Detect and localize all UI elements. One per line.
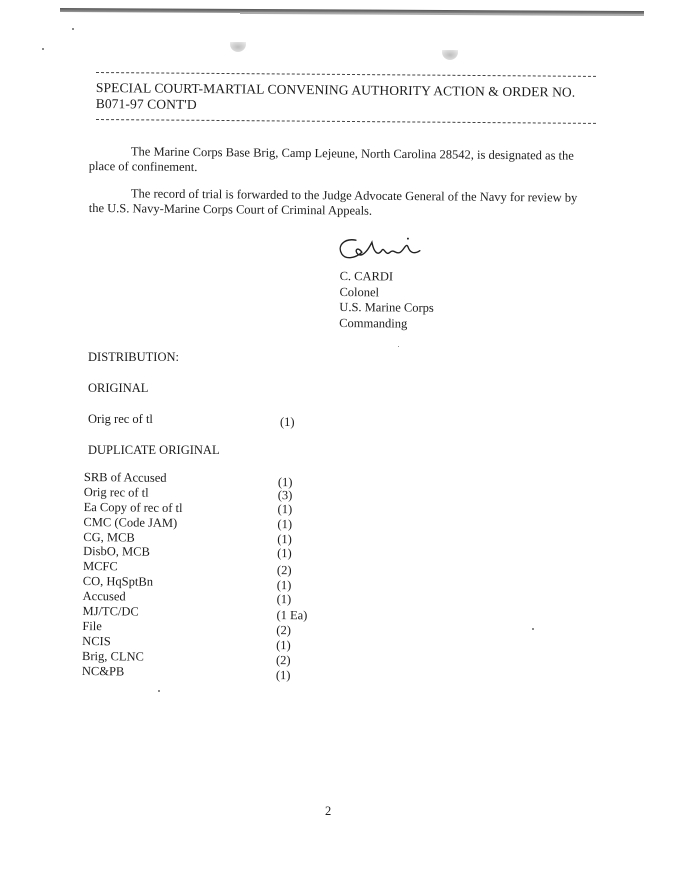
page-number: 2 [325, 804, 332, 818]
confinement-paragraph: The Marine Corps Base Brig, Camp Lejeune, North Carolina 28542, is designated as the place of confinement. [88, 144, 574, 175]
distribution-count: (1) [280, 415, 295, 429]
list-item: NCIS (1) [82, 633, 291, 652]
handwritten-signature [334, 232, 424, 265]
signer-name: C. CARDI [339, 268, 394, 284]
punch-hole-mark [442, 50, 458, 60]
signer-position: Commanding [339, 315, 408, 331]
list-item: MJ/TC/DC (1 Ea) [82, 604, 308, 623]
signature-block [339, 232, 434, 332]
list-item: CMC (Code JAM) (1) [83, 514, 293, 531]
signer-service: U.S. Marine Corps [339, 299, 434, 315]
header-rule-bottom [96, 119, 596, 124]
list-item: Orig rec of tl (3) [83, 484, 293, 503]
list-item: File (2) [82, 618, 291, 638]
document-header [96, 80, 596, 117]
original-title: ORIGINAL [88, 381, 149, 395]
scan-speck [42, 48, 44, 50]
header-order-number: B071-97 CONT'D [95, 95, 197, 112]
punch-hole-mark [230, 42, 246, 52]
header-rule-top [96, 72, 596, 77]
duplicate-distribution-list [82, 470, 344, 681]
scan-speck [532, 628, 534, 630]
list-item: CG, MCB (1) [83, 529, 292, 546]
scan-speck [72, 28, 74, 30]
list-item: CO, HqSptBn (1) [82, 574, 292, 593]
original-distribution-row [88, 411, 348, 427]
signer-rank: Colonel [339, 284, 380, 299]
list-item: NC&PB (1) [81, 663, 291, 682]
list-item: MCFC (2) [82, 559, 292, 578]
duplicate-original-title: DUPLICATE ORIGINAL [88, 443, 220, 457]
review-paragraph: The record of trial is forwarded to the Judge Advocate General of the Navy for review by the U.S. Navy-Marine Corps Court of Criminal Appeals. [88, 186, 578, 218]
scan-speck [158, 690, 160, 692]
list-item: Ea Copy of rec of tl (1) [83, 499, 293, 516]
list-item: Accused (1) [82, 589, 292, 607]
list-item: Brig, CLNC (2) [81, 648, 291, 667]
list-item: SRB of Accused (1) [83, 470, 293, 490]
distribution-title: DISTRIBUTION: [88, 350, 179, 364]
scan-speck [398, 346, 399, 347]
distribution-recipient: Orig rec of tl [88, 412, 153, 426]
header-title: SPECIAL COURT-MARTIAL CONVENING AUTHORITY ACTION & ORDER NO. [95, 80, 576, 100]
list-item: DisbO, MCB (1) [83, 544, 292, 561]
